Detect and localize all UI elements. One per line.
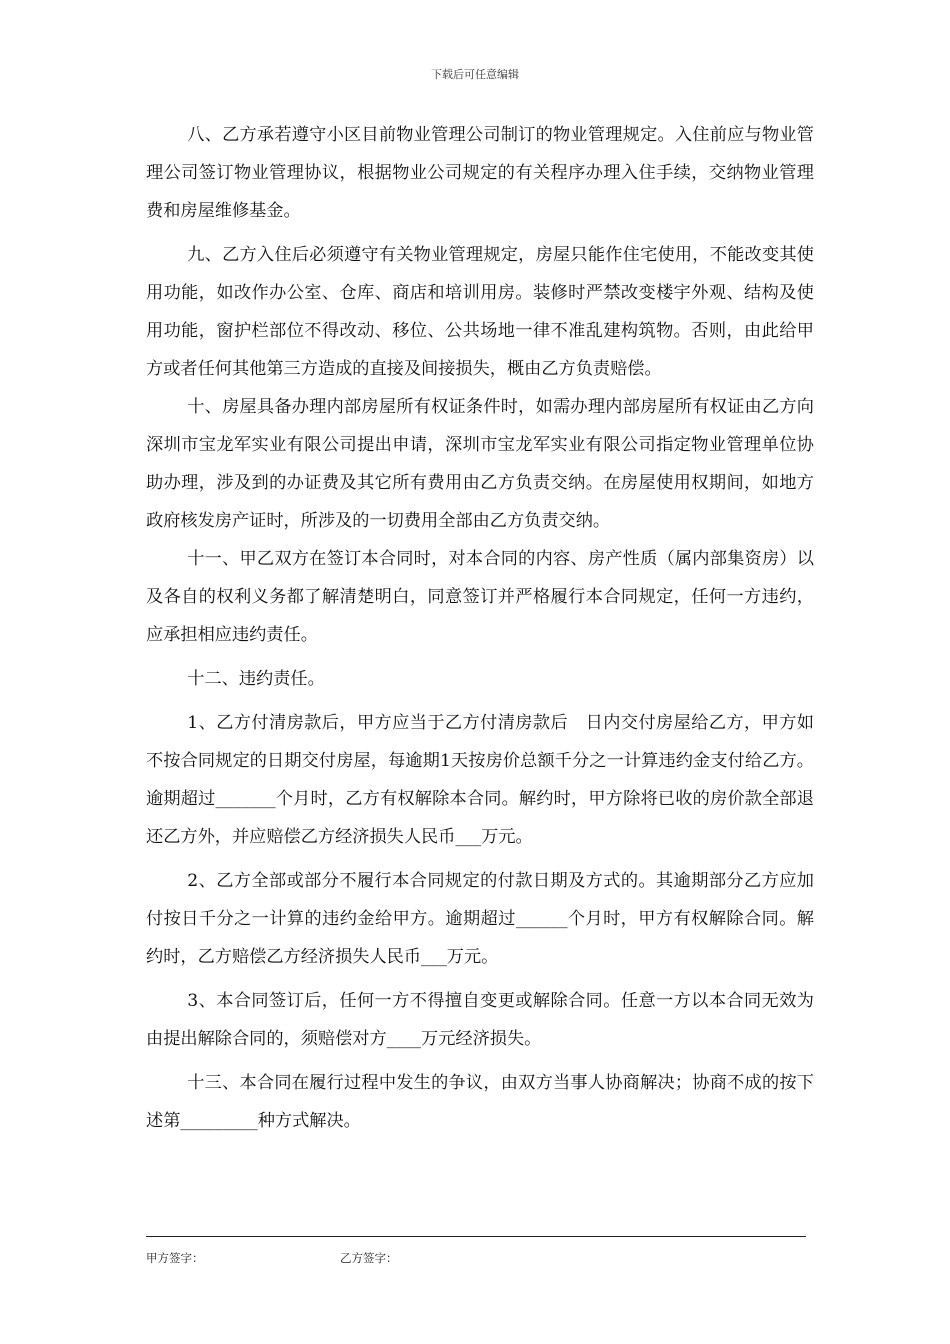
party-a-signature-label: 甲方签字：	[146, 1251, 204, 1265]
footer-divider	[146, 1236, 806, 1237]
party-b-signature-label: 乙方签字：	[340, 1251, 398, 1265]
clause-12-heading: 十二、违约责任。	[187, 669, 325, 689]
clause-11: 十一、甲乙双方在签订本合同时，对本合同的内容、房产性质（属内部集资房）以及各自的权利义务都了解清楚明白，同意签订并严格履行本合同规定，任何一方违约，应承担相应违约责任。	[146, 549, 814, 645]
clause-8: 八、乙方承若遵守小区目前物业管理公司制订的物业管理规定。入住前应与物业管理公司签订物业管理协议，根据物业公司规定的有关程序办理入住手续，交纳物业管理费和房屋维修基金。	[146, 125, 814, 221]
page-header-note: 下载后可任意编辑	[431, 68, 519, 81]
document-body	[146, 116, 814, 1140]
clause-12-item-1: 1、乙方付清房款后，甲方应当于乙方付清房款后 日内交付房屋给乙方，甲方如不按合同规定的日期交付房屋，每逾期1天按房价总额千分之一计算违约金支付给乙方。逾期超过_______个月时，乙方有权解除本合同。解约时，甲方除将已收的房价款全部退还乙方外，并应赔偿乙方经济损失人民币___万元。	[146, 713, 814, 847]
clause-12-item-3: 3、本合同签订后，任何一方不得擅自变更或解除合同。任意一方以本合同无效为由提出解除合同的，须赔偿对方____万元经济损失。	[146, 991, 814, 1049]
clause-10: 十、房屋具备办理内部房屋所有权证条件时，如需办理内部房屋所有权证由乙方向深圳市宝龙军实业有限公司提出申请，深圳市宝龙军实业有限公司指定物业管理单位协助办理，涉及到的办证费及其它所有费用由乙方负责交纳。在房屋使用权期间，如地方政府核发房产证时，所涉及的一切费用全部由乙方负责交纳。	[146, 397, 814, 531]
clause-12-item-2: 2、乙方全部或部分不履行本合同规定的付款日期及方式的。其逾期部分乙方应加付按日千分之一计算的违约金给甲方。逾期超过______个月时，甲方有权解除合同。解约时，乙方赔偿乙方经济损失人民币___万元。	[146, 871, 814, 967]
clause-9: 九、乙方入住后必须遵守有关物业管理规定，房屋只能作住宅使用，不能改变其使用功能，如改作办公室、仓库、商店和培训用房。装修时严禁改变楼宇外观、结构及使用功能，窗护栏部位不得改动、移位、公共场地一律不准乱建构筑物。否则，由此给甲方或者任何其他第三方造成的直接及间接损失，概由乙方负责赔偿。	[146, 245, 814, 379]
clause-13: 十三、本合同在履行过程中发生的争议，由双方当事人协商解决；协商不成的按下述第_________种方式解决。	[146, 1073, 814, 1131]
